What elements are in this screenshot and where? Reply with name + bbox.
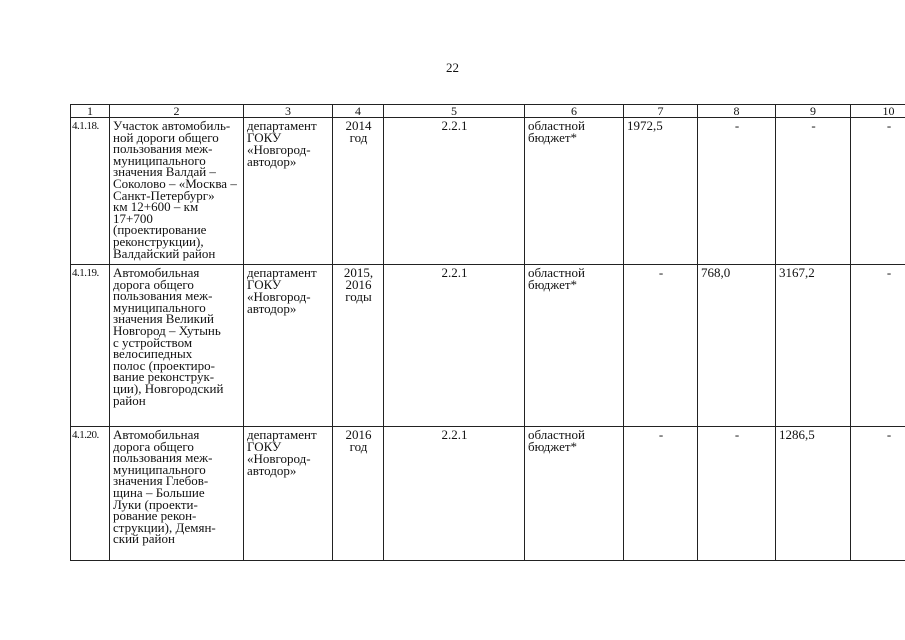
header-col-9: 9: [776, 105, 851, 118]
value-col-7: -: [624, 427, 698, 561]
task-code: 2.2.1: [384, 427, 525, 561]
funding-source: областной бюджет*: [525, 427, 624, 561]
program-table: [70, 104, 905, 561]
value-col-10: -: [851, 427, 905, 561]
row-number: 4.1.19.: [71, 265, 110, 427]
header-col-4: 4: [333, 105, 384, 118]
value-col-9: -: [776, 118, 851, 265]
header-col-2: 2: [110, 105, 244, 118]
executor: департамент ГОКУ «Новгород- автодор»: [244, 118, 333, 265]
header-row: [71, 105, 905, 118]
object-name: Автомобильная дорога общего пользования меж- муниципального значения Великий Новгород – Хутынь с устройством велосипедных полос (проектиро- вание реконструк- ции), Новгородский район: [110, 265, 244, 427]
value-col-7: 1972,5: [624, 118, 698, 265]
table-row: [71, 265, 905, 427]
funding-source: областной бюджет*: [525, 265, 624, 427]
value-col-9: 3167,2: [776, 265, 851, 427]
header-col-1: 1: [71, 105, 110, 118]
years: 2015, 2016 годы: [333, 265, 384, 427]
table-row: [71, 118, 905, 265]
value-col-8: -: [698, 427, 776, 561]
executor: департамент ГОКУ «Новгород- автодор»: [244, 427, 333, 561]
header-col-3: 3: [244, 105, 333, 118]
value-col-10: -: [851, 118, 905, 265]
value-col-8: 768,0: [698, 265, 776, 427]
years: 2016 год: [333, 427, 384, 561]
executor: департамент ГОКУ «Новгород- автодор»: [244, 265, 333, 427]
header-col-6: 6: [525, 105, 624, 118]
header-col-5: 5: [384, 105, 525, 118]
row-number: 4.1.18.: [71, 118, 110, 265]
value-col-9: 1286,5: [776, 427, 851, 561]
header-col-10: 10: [851, 105, 905, 118]
value-col-7: -: [624, 265, 698, 427]
page-number: 22: [446, 60, 459, 75]
table-row: [71, 427, 905, 561]
object-name: Автомобильная дорога общего пользования меж- муниципального значения Глебов- щина – Большие Луки (проекти- рование рекон- струкции), Демян- ский район: [110, 427, 244, 561]
years: 2014 год: [333, 118, 384, 265]
task-code: 2.2.1: [384, 265, 525, 427]
value-col-8: -: [698, 118, 776, 265]
object-name: Участок автомобиль- ной дороги общего пользования меж- муниципального значения Валдай – Соколово – «Москва – Санкт-Петербург» км 12+600 – км 17+700 (проектирование реконструкции), Валдайский район: [110, 118, 244, 265]
header-col-8: 8: [698, 105, 776, 118]
row-number: 4.1.20.: [71, 427, 110, 561]
funding-source: областной бюджет*: [525, 118, 624, 265]
header-col-7: 7: [624, 105, 698, 118]
value-col-10: -: [851, 265, 905, 427]
task-code: 2.2.1: [384, 118, 525, 265]
